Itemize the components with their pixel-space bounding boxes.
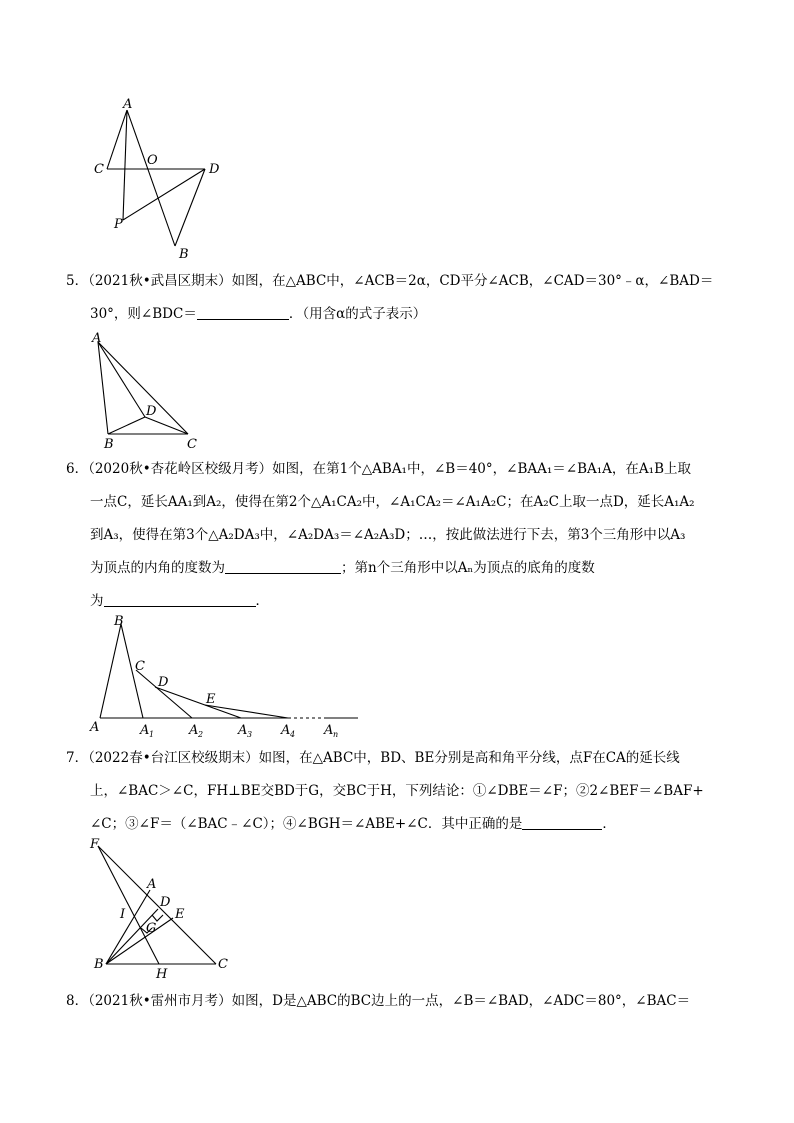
segment-ap [123,110,127,220]
label-a2-sub: 2 [198,730,204,739]
figure-q5-svg [88,328,218,454]
q6-text-5a: 为 [90,593,104,609]
figure-q6-svg [88,612,368,742]
q5-line-1 [66,265,731,298]
segment-pd [123,169,205,220]
q5-number: 5． [66,273,89,289]
q5-text-2b: ．（用含α的式子表示） [288,306,427,322]
figure-q5 [88,328,218,454]
q8-number: 8． [66,993,89,1009]
q5-text-1: 如图，在△ABC中，∠ACB＝2α，CD平分∠ACB，∠CAD＝30°﹣α，∠BAD＝ [231,273,714,289]
q5-answer-blank[interactable] [197,304,289,320]
label-g: G [146,921,157,936]
figure-q4 [90,96,230,266]
segment-fh [98,846,159,964]
label-h: H [156,967,168,982]
label-b: B [179,247,189,262]
label-a: A [147,877,157,892]
q6-number: 6． [66,461,89,477]
label-c: C [94,162,104,177]
segment-da3 [155,687,241,718]
q6-answer-blank-2[interactable] [104,591,256,607]
segment-ac [107,110,127,169]
label-c: C [135,659,145,674]
segment-ab [100,624,121,718]
label-a: A [90,720,100,735]
label-e: E [175,907,185,922]
q6-source: （2020秋•杏花岭区校级月考） [88,461,273,477]
q7-text-3b: ． [602,816,616,832]
label-an-sub: n [333,730,339,739]
label-an: A [324,723,334,738]
label-a2: A [189,723,199,738]
question-5 [66,265,731,331]
q6-line-2: 一点C，延长AA₁到A₂，使得在第2个△A₁CA₂中，∠A₁CA₂＝∠A₁A₂C；在A₂C上取一点D，延长A₁A₂ [90,494,695,510]
q7-text-1: 如图，在△ABC中，BD、BE分别是高和角平分线，点F在CA的延长线 [258,750,680,766]
label-b: B [104,437,114,452]
segment-db [175,169,205,246]
q8-source: （2021秋•雷州市月考） [88,993,232,1009]
label-a4-sub: 4 [290,730,296,739]
segment-ea4 [205,705,288,718]
label-a1: A [140,723,150,738]
label-i: I [120,907,126,922]
q8-line-1 [66,985,731,1018]
label-a3: A [238,723,248,738]
question-6 [66,453,731,618]
segment-ac [98,342,188,434]
label-d: D [209,162,220,177]
label-b: B [114,614,124,629]
figure-q7 [86,836,246,981]
label-c: C [187,437,197,452]
segment-fc [98,846,216,964]
label-o: O [147,153,158,168]
q5-line-2 [66,298,731,331]
label-e: E [206,692,216,707]
segment-bd [106,909,158,964]
question-7 [66,742,731,841]
q7-answer-blank[interactable] [522,814,602,830]
q6-line-4 [66,552,731,585]
label-a1-sub: 1 [149,730,155,739]
q5-text-2a: 30°，则∠BDC＝ [90,306,197,322]
label-f: F [90,837,100,852]
label-a: A [92,331,102,346]
label-a3-sub: 3 [247,730,253,739]
label-p: P [114,217,123,232]
q8-text-1: 如图，D是△ABC的BC边上的一点，∠B＝∠BAD，∠ADC＝80°，∠BAC＝ [231,993,691,1009]
q7-line-1 [66,742,731,775]
segment-ab [127,110,175,246]
label-d: D [158,675,169,690]
segment-be [106,918,173,964]
q6-line-3: 到A₃，使得在第3个△A₂DA₃中，∠A₂DA₃＝∠A₂A₃D；…，按此做法进行下去，第3个三角形中以A₃ [90,527,686,543]
q6-text-4a: 为顶点的内角的度数为 [90,560,225,576]
q7-number: 7． [66,750,89,766]
q6-text-1: 如图，在第1个△ABA₁中，∠B＝40°，∠BAA₁＝∠BA₁A，在A₁B上取 [272,461,692,477]
figure-q6 [88,612,368,742]
q6-text-4b: ；第n个三角形中以Aₙ为顶点的底角的度数 [341,560,595,576]
q6-answer-blank-1[interactable] [225,558,341,574]
q6-line-1 [66,453,731,486]
label-a4: A [281,723,291,738]
q7-source: （2022春•台江区校级期末） [88,750,259,766]
label-c: C [218,957,228,972]
segment-ba [106,890,150,964]
figure-q4-svg [90,96,230,266]
label-d: D [160,895,171,910]
label-b: B [94,957,104,972]
label-d: D [146,404,157,419]
figure-q7-svg [86,836,246,981]
q7-text-3a: ∠C；③∠F＝（∠BAC﹣∠C）；④∠BGH＝∠ABE+∠C．其中正确的是 [90,816,523,832]
label-a: A [123,97,133,112]
segment-dc [145,417,188,434]
q6-text-5b: ． [255,593,269,609]
question-8 [66,985,731,1018]
segment-bd [108,417,145,434]
q7-line-2: 上，∠BAC＞∠C，FH⊥BE交BD于G，交BC于H，下列结论：①∠DBE＝∠F；②2∠BEF＝∠BAF+ [90,783,704,799]
q5-source: （2021秋•武昌区期末） [88,273,232,289]
